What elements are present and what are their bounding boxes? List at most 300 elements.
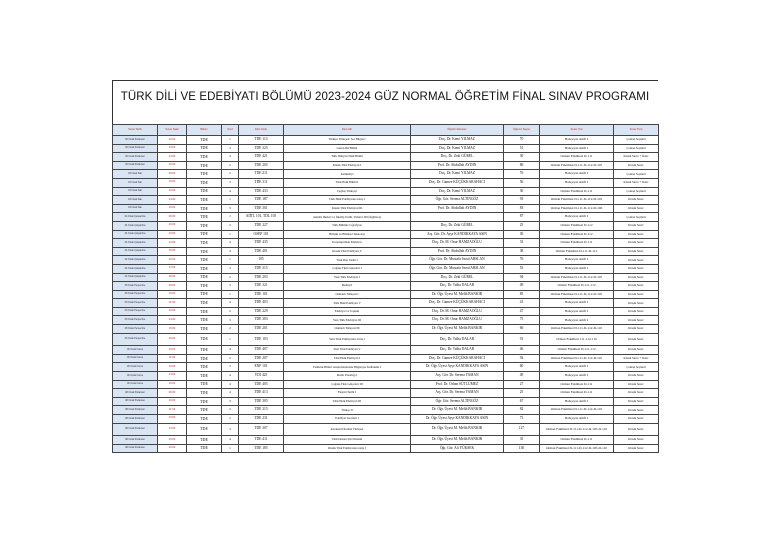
department-cell: TDE [187, 299, 222, 308]
exam-date-cell: 08 Ocak Pazartesi [113, 423, 158, 436]
exam-location-cell: Orman Fakültesi D-111 [540, 153, 614, 162]
department-cell: TDE [187, 380, 222, 389]
table-row [113, 363, 659, 372]
exam-time-cell: 14:00 [158, 196, 187, 205]
instructor-cell: Dr. Öğr. Üyesi M. Melih BANKIR [411, 436, 504, 445]
table-row [113, 170, 659, 179]
department-cell: TDE [187, 397, 222, 406]
instructor-cell: Dr. Öğr. Üyesi M. Melih BANKIR [411, 290, 504, 299]
exam-date-cell: 08 Ocak Pazartesi [113, 406, 158, 415]
table-row [113, 290, 659, 299]
department-cell: TDE [187, 346, 222, 355]
exam-type-cell: Klasik Sınav [614, 256, 659, 265]
exam-date-cell: 02 Ocak Pazartesi [113, 153, 158, 162]
class-cell: 2 [222, 325, 239, 334]
course-code-cell: TDE 401 [239, 247, 284, 256]
class-cell: 3 [222, 264, 239, 273]
department-cell: TDE [187, 196, 222, 205]
class-cell: 2 [222, 354, 239, 363]
exam-time-cell: 16:00 [158, 333, 187, 346]
student-count-cell: 41 [504, 299, 540, 308]
exam-location-cell: Bahçeyaz Amfi I [540, 178, 614, 187]
course-code-cell: TDE 311 [239, 178, 284, 187]
exam-time-cell: 10:00 [158, 178, 187, 187]
student-count-cell: 30 [504, 187, 540, 196]
table-row [113, 153, 659, 162]
exam-location-cell: Orman Fakültesi D-111-D-112-D-110 [540, 325, 614, 334]
header-department: Bölüm [187, 125, 222, 136]
instructor-cell: Dr. Öğr. Üyesi M. Melih BANKIR [411, 406, 504, 415]
course-code-cell: TDE 321 [239, 282, 284, 291]
table-row [113, 436, 659, 445]
course-name-cell: Farklılık Bilinci Araştırmalarında Bilgisayar Kullanımı I [284, 363, 411, 372]
table-row [113, 187, 659, 196]
exam-type-cell: Klasik Sınav [614, 380, 659, 389]
left-border [112, 80, 113, 130]
table-row [113, 346, 659, 355]
exam-type-cell: Çoktan Seçmeli [614, 136, 659, 145]
instructor-cell: Arş. Gör. Dr. Serena YAMAN [411, 389, 504, 398]
course-code-cell: TDE 303 [239, 316, 284, 325]
course-name-cell: Klasik Türk Edebiyatı V [284, 247, 411, 256]
class-cell: 4 [222, 389, 239, 398]
course-code-cell: TDE 211 [239, 170, 284, 179]
course-name-cell: Yeni Türk Edebiyatına Giriş I [284, 333, 411, 346]
instructor-cell: Doç. Dr. Talha DALAR [411, 282, 504, 291]
class-cell: 1 [222, 256, 239, 265]
class-cell: 4 [222, 380, 239, 389]
exam-location-cell: Orman Fakültesi D-111-D-112-D-110 [540, 406, 614, 415]
instructor-cell: Doç. Dr. Zeki GÜREL [411, 153, 504, 162]
student-count-cell: 27 [504, 380, 540, 389]
exam-location-cell: Orman Fakültesi D-111-D-112-D-105-D-110 [540, 444, 614, 453]
exam-time-cell: 14:00 [158, 153, 187, 162]
student-count-cell: 25 [504, 221, 540, 230]
exam-location-cell: Bahçeyaz Amfi I [540, 264, 614, 273]
exam-location-cell: Bahçeyaz Amfi I [540, 170, 614, 179]
exam-type-cell: Klasik Sınav [614, 333, 659, 346]
course-name-cell: Osmanlı Türkçesi I [284, 290, 411, 299]
table-row [113, 213, 659, 222]
exam-type-cell: Klasik Sınav [614, 444, 659, 453]
exam-type-cell: Klasik Sınav [614, 423, 659, 436]
top-border [112, 80, 658, 81]
class-cell: 2 [222, 406, 239, 415]
exam-date-cell: 05 Ocak Perşembe [113, 290, 158, 299]
exam-time-cell: 13:00 [158, 363, 187, 372]
table-row [113, 161, 659, 170]
exam-location-cell: Orman Fakültesi D-112 [540, 230, 614, 239]
exam-date-cell: 03 Ocak Salı [113, 204, 158, 213]
exam-date-cell: 03 Ocak Salı [113, 187, 158, 196]
course-code-cell: TDE 411 [239, 436, 284, 445]
department-cell: TDE [187, 170, 222, 179]
table-row [113, 282, 659, 291]
department-cell: TDE [187, 204, 222, 213]
course-name-cell: Bilişim ve Bilimsel Teknoloji [284, 230, 411, 239]
instructor-cell: Doç. Dr. Gamze KÜÇÜKKARAHACI [411, 354, 504, 363]
course-name-cell: Yeni Türk Edebiyatı V [284, 346, 411, 355]
student-count-cell: 85 [504, 290, 540, 299]
student-count-cell: 70 [504, 136, 540, 145]
exam-type-cell: Klasik Sınav [614, 273, 659, 282]
student-count-cell: 87 [504, 213, 540, 222]
exam-type-cell: Klasik Sınav [614, 436, 659, 445]
exam-location-cell: Bahçeyaz Amfi I [540, 316, 614, 325]
exam-location-cell: Bahçeyaz Amfi I [540, 144, 614, 153]
department-cell: TDE [187, 136, 222, 145]
course-name-cell: Türk Dünyası Halk Bilimi [284, 153, 411, 162]
course-code-cell: TDE 307 [239, 423, 284, 436]
department-cell: TDE [187, 290, 222, 299]
exam-location-cell: Bahçeyaz Amfi I [540, 307, 614, 316]
table-row [113, 389, 659, 398]
table-row [113, 380, 659, 389]
class-cell: 2 [222, 273, 239, 282]
exam-time-cell: 13:00 [158, 230, 187, 239]
course-name-cell: Türk Halk Edebiyatı V [284, 299, 411, 308]
exam-time-cell: 14:00 [158, 239, 187, 248]
exam-date-cell: 02 Ocak Pazartesi [113, 144, 158, 153]
exam-date-cell: 08 Ocak Pazartesi [113, 389, 158, 398]
header-instructor: Öğretim Elemanı [411, 125, 504, 136]
course-code-cell: TDE 103 [239, 333, 284, 346]
department-cell: TDE [187, 444, 222, 453]
course-code-cell: TDE 215 [239, 406, 284, 415]
course-name-cell: Klasik Türk Edebiyatına Giriş I [284, 444, 411, 453]
table-row [113, 371, 659, 380]
instructor-cell: Öğr. Gör. Dr. Mustafa Sezal ARSLAN [411, 264, 504, 273]
exam-location-cell: Orman Fakültesi D-111-D-112-D-110 [540, 354, 614, 363]
exam-date-cell: 08 Ocak Pazartesi [113, 397, 158, 406]
class-cell: 1 [222, 230, 239, 239]
department-cell: TDE [187, 187, 222, 196]
exam-time-cell: 13:00 [158, 307, 187, 316]
department-cell: TDE [187, 161, 222, 170]
course-code-cell: YDI 425 [239, 371, 284, 380]
department-cell: TDE [187, 414, 222, 423]
exam-date-cell: 06 Ocak Cuma [113, 354, 158, 363]
exam-location-cell: Orman Fakültesi D-111-D-112-D-105-D-110 [540, 423, 614, 436]
class-cell: 3 [222, 178, 239, 187]
course-name-cell: Çağdaş Türk Lehçeleri I [284, 264, 411, 273]
class-cell: 1 [222, 333, 239, 346]
table-row [113, 273, 659, 282]
exam-date-cell: 04 Ocak Çarşamba [113, 213, 158, 222]
course-code-cell: TDE 207 [239, 354, 284, 363]
course-name-cell: Klasik Türk Edebiyatı I [284, 161, 411, 170]
student-count-cell: 30 [504, 230, 540, 239]
department-cell: TDE [187, 307, 222, 316]
table-row [113, 178, 659, 187]
table-row [113, 397, 659, 406]
exam-time-cell: 13:00 [158, 187, 187, 196]
exam-location-cell: Orman Fakültesi D-111 [540, 389, 614, 398]
student-count-cell: 56 [504, 178, 540, 187]
student-count-cell: 82 [504, 406, 540, 415]
header-student-count: Öğrenci Sayısı [504, 125, 540, 136]
instructor-cell: Prof. Dr. Abdullah AYDIN [411, 247, 504, 256]
class-cell: 2 [222, 170, 239, 179]
class-cell: 4 [222, 436, 239, 445]
instructor-cell: Öğr. Gör. Ali YÜKSEK [411, 444, 504, 453]
course-name-cell: Edebiyat Teorileri I [284, 414, 411, 423]
student-count-cell: 51 [504, 144, 540, 153]
exam-time-cell: 15:00 [158, 247, 187, 256]
instructor-cell [411, 213, 504, 222]
instructor-cell: Doç. Dr. Talha DALAR [411, 346, 504, 355]
instructor-cell: Öğr. Gör. Dr. Mustafa Sezal ARSLAN [411, 256, 504, 265]
exam-date-cell: 05 Ocak Perşembe [113, 299, 158, 308]
exam-date-cell: 08 Ocak Pazartesi [113, 436, 158, 445]
course-code-cell: TDE 231 [239, 414, 284, 423]
student-count-cell: 30 [504, 153, 540, 162]
exam-date-cell: 03 Ocak Salı [113, 170, 158, 179]
exam-location-cell: Orman Fakültesi D-111-D-112-D-105 [540, 161, 614, 170]
exam-date-cell: 03 Ocak Salı [113, 196, 158, 205]
instructor-cell: Doç. Dr. M. Onur HAMZAOĞLU [411, 239, 504, 248]
instructor-cell: Dr. Öğr. Üyesi M. Melih BANKIR [411, 325, 504, 334]
department-cell: TDE [187, 282, 222, 291]
exam-date-cell: 06 Ocak Cuma [113, 380, 158, 389]
document-title: TÜRK DİLİ VE EDEBİYATI BÖLÜMÜ 2023-2024 GÜZ NORMAL ÖĞRETİM FİNAL SINAV PROGRAMI [120, 91, 650, 103]
exam-date-cell: 02 Ocak Pazartesi [113, 136, 158, 145]
class-cell: 1 [222, 290, 239, 299]
instructor-cell: Prof. Dr. Abdullah AYDIN [411, 204, 504, 213]
table-row [113, 325, 659, 334]
exam-time-cell: 14:00 [158, 371, 187, 380]
student-count-cell: 46 [504, 346, 540, 355]
department-cell: TDE [187, 436, 222, 445]
course-name-cell: Metin Yazarlığı I [284, 371, 411, 380]
department-cell: TDE [187, 178, 222, 187]
course-name-cell: Gezen Dil Bilimi [284, 144, 411, 153]
exam-location-cell: Orman Fakültesi D-111-D-112-D-105 [540, 273, 614, 282]
exam-location-cell: Bahçeyaz Amfi I [540, 371, 614, 380]
department-cell: TDE [187, 325, 222, 334]
table-row [113, 423, 659, 436]
exam-date-cell: 06 Ocak Cuma [113, 371, 158, 380]
exam-date-cell: 06 Ocak Cuma [113, 363, 158, 372]
exam-type-cell: Klasik Sınav [614, 230, 659, 239]
exam-type-cell: Klasik Sınav [614, 325, 659, 334]
exam-date-cell: 05 Ocak Perşembe [113, 307, 158, 316]
student-count-cell: 92 [504, 354, 540, 363]
exam-location-cell: Bahçeyaz Amfi I [540, 299, 614, 308]
exam-time-cell: 10:00 [158, 136, 187, 145]
course-name-cell: Osmanlı Türkçesi III [284, 325, 411, 334]
department-cell: TDE [187, 153, 222, 162]
department-cell: TDE [187, 221, 222, 230]
course-code-cell: TDE 305 [239, 397, 284, 406]
instructor-cell: Dr. Öğr. Üyesi Ayşe KANDIKKAYA ASIN [411, 363, 504, 372]
instructor-cell: Öğr. Gör. Serena ALTINGÖZ [411, 196, 504, 205]
exam-type-cell: Klasik Sınav [614, 247, 659, 256]
course-name-cell: Türkçe II [284, 406, 411, 415]
table-row [113, 307, 659, 316]
table-row [113, 247, 659, 256]
course-code-cell: TDE 187 [239, 196, 284, 205]
exam-type-cell: Klasik Sınav [614, 406, 659, 415]
exam-time-cell: 09:00 [158, 213, 187, 222]
course-name-cell: Karakterli Roman Türkçesi [284, 423, 411, 436]
student-count-cell: 47 [504, 307, 540, 316]
exam-location-cell: Orman Fakültesi D-111 [540, 436, 614, 445]
instructor-cell: Arş. Gör. Dr. Ayşe KANDIKKAYA ASIN [411, 230, 504, 239]
exam-type-cell: Çoktan Seçmeli [614, 363, 659, 372]
exam-date-cell: 05 Ocak Perşembe [113, 333, 158, 346]
student-count-cell: 66 [504, 325, 540, 334]
exam-time-cell: 14:00 [158, 423, 187, 436]
course-name-cell: Türk Halk Edebiyatı III [284, 397, 411, 406]
class-cell: 4 [222, 153, 239, 162]
exam-location-cell: Bahçeyaz Amfi I [540, 363, 614, 372]
student-count-cell: 86 [504, 161, 540, 170]
course-code-cell: TDE 435 [239, 239, 284, 248]
instructor-cell: Dr. Öğr. Üyesi M. Melih BANKIR [411, 423, 504, 436]
exam-type-cell: Çoktan Seçmeli [614, 187, 659, 196]
department-cell: TDE [187, 247, 222, 256]
class-cell: 1 [222, 136, 239, 145]
department-cell: TDE [187, 264, 222, 273]
table-row [113, 414, 659, 423]
exam-date-cell: 04 Ocak Çarşamba [113, 256, 158, 265]
student-count-cell: 93 [504, 196, 540, 205]
exam-date-cell: 04 Ocak Çarşamba [113, 247, 158, 256]
instructor-cell: Doç. Dr. Kemi YILMAZ [411, 144, 504, 153]
course-code-cell: TDE 421 [239, 153, 284, 162]
exam-location-cell: Bahçeyaz Amfi I [540, 397, 614, 406]
instructor-cell: Prof. Dr. Abdullah AYDIN [411, 161, 504, 170]
exam-type-cell: Klasik Sınav [614, 316, 659, 325]
class-cell: 4 [222, 247, 239, 256]
table-row [113, 316, 659, 325]
course-code-cell: TDE 229 [239, 307, 284, 316]
exam-time-cell: 14:00 [158, 316, 187, 325]
class-cell: 3 [222, 423, 239, 436]
class-cell: 2 [222, 414, 239, 423]
exam-location-cell: Bahçeyaz Amfi I [540, 213, 614, 222]
exam-date-cell: 06 Ocak Cuma [113, 346, 158, 355]
exam-time-cell: 09:00 [158, 282, 187, 291]
course-name-cell: Eleştiri Tarihi I [284, 389, 411, 398]
student-count-cell: 33 [504, 239, 540, 248]
course-code-cell: TDE 113 [239, 136, 284, 145]
exam-location-cell: Orman Fakültesi D-111-112 [540, 346, 614, 355]
exam-location-cell: Bahçeyaz Amfi I [540, 136, 614, 145]
exam-type-cell: Klasik Sınav [614, 346, 659, 355]
instructor-cell: Doç. Dr. Gamze KÜÇÜKKARAHACI [411, 178, 504, 187]
exam-time-cell: 11:00 [158, 406, 187, 415]
exam-type-cell: Klasik Sınav [614, 204, 659, 213]
course-code-cell: TDE 201 [239, 325, 284, 334]
table-header-row [113, 125, 659, 136]
class-cell: 1 [222, 196, 239, 205]
department-cell: TDE [187, 371, 222, 380]
table-row [113, 144, 659, 153]
exam-time-cell: 13:00 [158, 414, 187, 423]
exam-date-cell: 04 Ocak Çarşamba [113, 273, 158, 282]
table-row [113, 299, 659, 308]
course-name-cell: Yeni Türk Edebiyatı I [284, 273, 411, 282]
exam-time-cell: 16:00 [158, 256, 187, 265]
instructor-cell: Öğr. Gör. Serena ALTINGÖZ [411, 397, 504, 406]
exam-type-cell: Klasik Sınav [614, 389, 659, 398]
course-name-cell: Çağdaş Türk Lehçeleri III [284, 380, 411, 389]
student-count-cell: 55 [504, 264, 540, 273]
exam-type-cell: Klasik Sınav [614, 290, 659, 299]
table-row [113, 354, 659, 363]
exam-type-cell: Klasik Sınav [614, 414, 659, 423]
department-cell: TDE [187, 423, 222, 436]
student-count-cell: 67 [504, 397, 540, 406]
exam-type-cell: Klasik Sınav [614, 307, 659, 316]
course-name-cell: Kelimeliyi [284, 170, 411, 179]
instructor-cell: Doç. Dr. Kemi YILMAZ [411, 187, 504, 196]
class-cell: 4 [222, 239, 239, 248]
class-cell: 3 [222, 397, 239, 406]
class-cell: 3 [222, 144, 239, 153]
class-cell: 1 [222, 213, 239, 222]
exam-type-cell: Klasik Sınav [614, 196, 659, 205]
department-cell: TDE [187, 144, 222, 153]
instructor-cell: Doç. Dr. Gamze KÜÇÜKKARAHACI [411, 299, 504, 308]
course-code-cell: 105 [239, 256, 284, 265]
course-code-cell: TDE 203 [239, 273, 284, 282]
instructor-cell: Doç. Dr. M. Onur HAMZAOĞLU [411, 307, 504, 316]
course-code-cell: TDE 433 [239, 187, 284, 196]
course-name-cell: Türk Halk Edebiyatına Giriş I [284, 196, 411, 205]
exam-location-cell: Orman Fakültesi 111-112-110 [540, 333, 614, 346]
student-count-cell: 76 [504, 256, 540, 265]
exam-location-cell: Orman Fakültesi D-112 [540, 221, 614, 230]
exam-location-cell: Orman Fakültesi D-111-D-112-D-105 [540, 290, 614, 299]
student-count-cell: 83 [504, 204, 540, 213]
department-cell: TDE [187, 273, 222, 282]
header-exam-date: Sınav Tarihi [113, 125, 158, 136]
exam-date-cell: 04 Ocak Çarşamba [113, 264, 158, 273]
course-code-cell: TDE 101 [239, 290, 284, 299]
student-count-cell: 60 [504, 363, 540, 372]
table-row [113, 136, 659, 145]
class-cell: 3 [222, 282, 239, 291]
instructor-cell: Doç. Dr. Kemi YILMAZ [411, 136, 504, 145]
exam-date-cell: 04 Ocak Çarşamba [113, 230, 158, 239]
exam-date-cell: 03 Ocak Salı [113, 178, 158, 187]
course-code-cell: OSEP 101 [239, 230, 284, 239]
student-count-cell: 130 [504, 444, 540, 453]
course-name-cell: Karşılaştırmalı Edebiyat [284, 239, 411, 248]
department-cell: TDE [187, 389, 222, 398]
header-course-code: Ders Kodu [239, 125, 284, 136]
student-count-cell: 75 [504, 316, 540, 325]
class-cell: 2 [222, 307, 239, 316]
department-cell: TDE [187, 406, 222, 415]
exam-time-cell: 18:00 [158, 273, 187, 282]
course-name-cell: Edebiyat ve Toplum [284, 307, 411, 316]
course-name-cell: Atatürk İlkeleri ve İnkılâp Tarihi, Yabancı Dil (İngilizce) [284, 213, 411, 222]
course-code-cell: TDE 405 [239, 380, 284, 389]
exam-date-cell: 05 Ocak Perşembe [113, 316, 158, 325]
course-code-cell: AİİTL 101, TDL 105 [239, 213, 284, 222]
exam-type-cell: Klasik Sınav [614, 371, 659, 380]
exam-time-cell: 10:00 [158, 221, 187, 230]
course-name-cell: Türk Dışı Tarihi I [284, 256, 411, 265]
exam-type-cell: Klasik Sınav + Ödev [614, 354, 659, 363]
exam-time-cell: 09:00 [158, 170, 187, 179]
student-count-cell: 38 [504, 247, 540, 256]
exam-location-cell: Orman Fakültesi D-111 [540, 187, 614, 196]
